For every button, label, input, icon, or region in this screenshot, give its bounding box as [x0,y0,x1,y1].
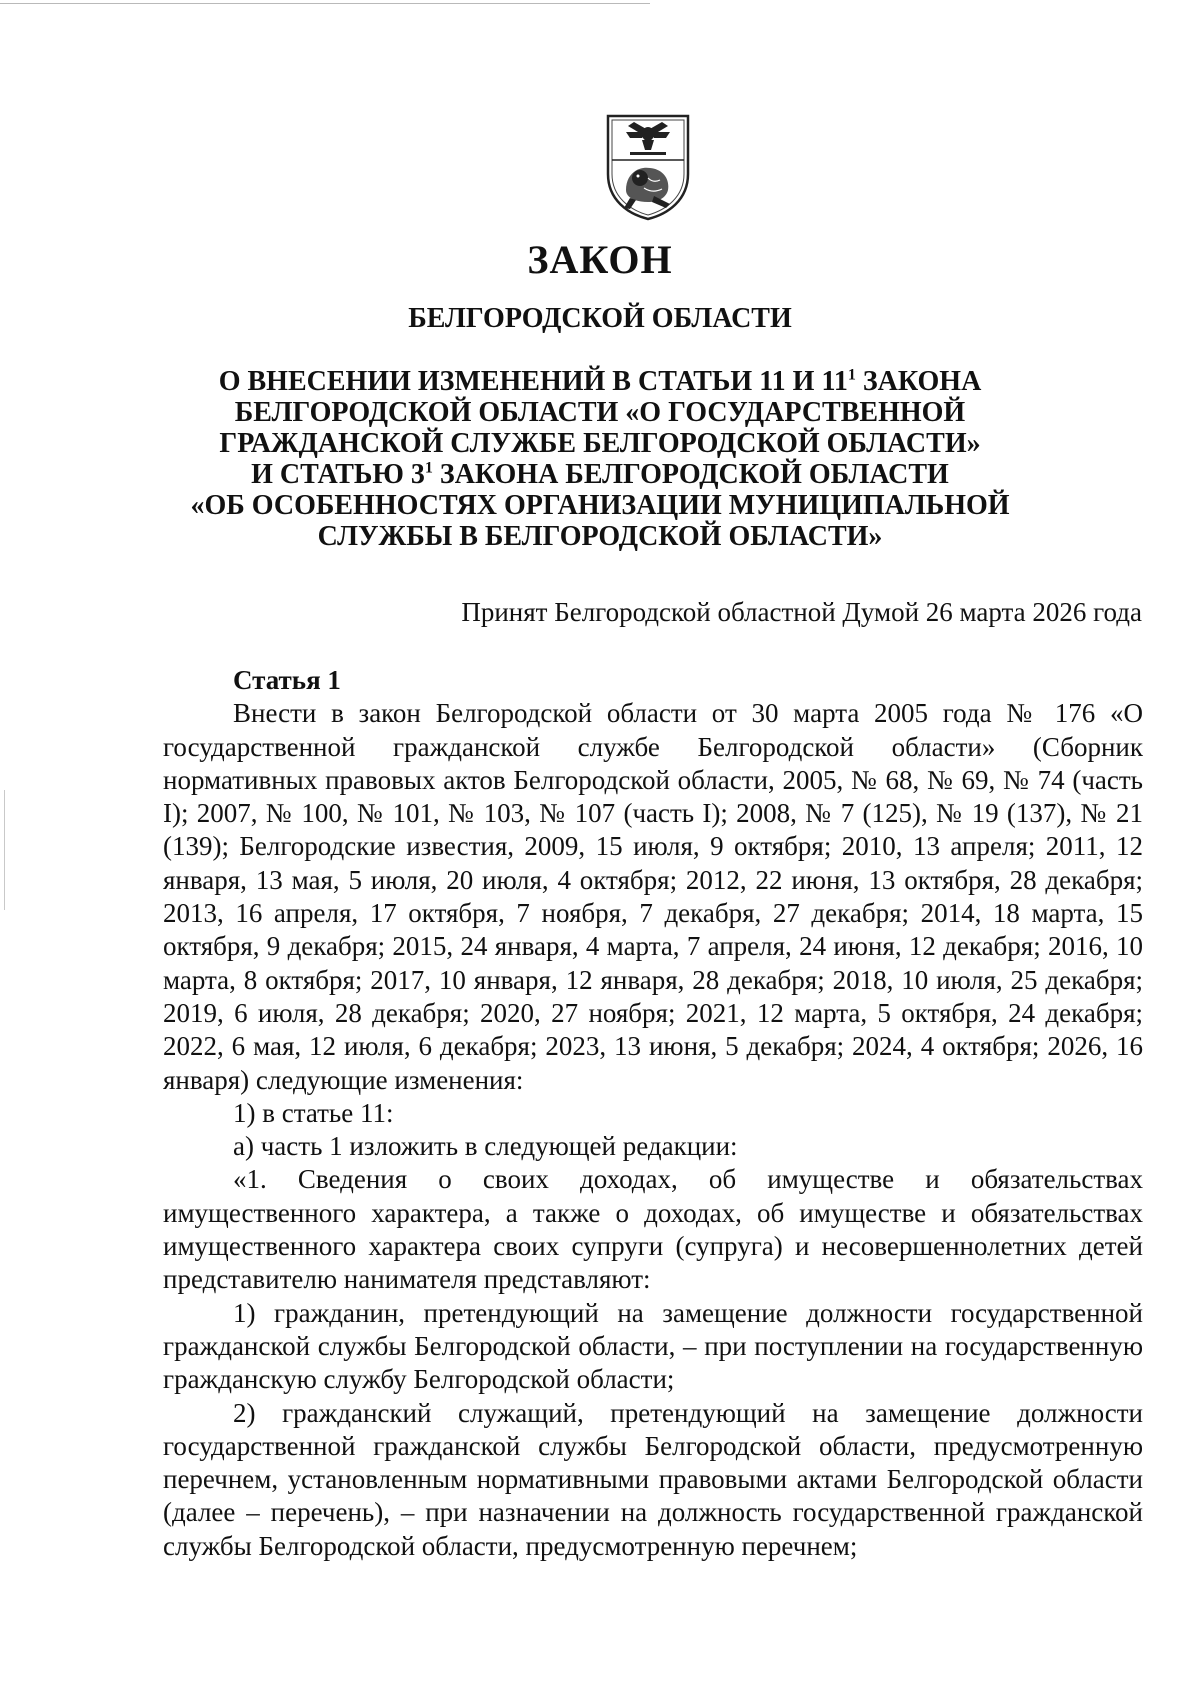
item-1: 1) в статье 11: [233,1097,394,1128]
quote-paragraph-1: «1. Сведения о своих доходах, об имуществе и обязательствах имущественного характера, а также о доходах, об имуществе и обязательствах имущественного характера своих супруги (супруга) и несовершеннолетних детей представителю нанимателя представляют: [163,1164,1143,1295]
coat-of-arms-icon [604,112,692,222]
article-heading: Статья 1 [233,665,341,695]
scan-artifact-left [4,790,5,910]
law-title-line-4: И СТАТЬЮ $3^1$ ЗАКОНА БЕЛГОРОДСКОЙ ОБЛАСТИ [251,459,949,490]
law-title-line-1: О ВНЕСЕНИИ ИЗМЕНЕНИЙ В СТАТЬИ 11 И $11^1$ ЗАКОНА [218,366,982,397]
document-subtitle: БЕЛГОРОДСКОЙ ОБЛАСТИ [408,303,792,334]
subitem-2: 2) гражданский служащий, претендующий на замещение должности государственной гражданской службы Белгородской области, предусмотренную перечнем, установленным нормативными правовыми актами Белгородской области (далее – перечень), – при назначении на должность государственной гражданской службы Белгородской области, предусмотренную перечнем; [163,1397,1143,1561]
article-intro-paragraph: Внести в закон Белгородской области от 30 марта 2005 года № 176 «О государственной гражданской службе Белгородской области» (Сборник нормативных правовых актов Белгородской области, 2005, № 68, № 69, № 74 (часть I); 2007, № 100, № 101, № 103, № 107 (часть I); 2008, № 7 (125), № 19 (137), № 21 (139); Белгородские известия, 2009, 15 июля, 9 октября; 2010, 13 апреля; 2011, 12 января, 13 мая, 5 июля, 20 июля, 4 октября; 2012, 22 июня, 13 октября, 28 декабря; 2013, 16 апреля, 17 октября, 7 ноября, 7 декабря, 27 декабря; 2014, 18 марта, 15 октября, 9 декабря; 2015, 24 января, 4 марта, 7 апреля, 24 июня, 12 декабря; 2016, 10 марта, 8 октября; 2017, 10 января, 12 января, 28 декабря; 2018, 10 июля, 25 декабря; 2019, 6 июля, 28 декабря; 2020, 27 ноября; 2021, 12 марта, 5 октября, 24 декабря; 2022, 6 мая, 12 июля, 6 декабря; 2023, 13 июня, 5 декабря; 2024, 4 октября; 2026, 16 января) следующие изменения: [163,698,1143,1095]
law-title-line-2: БЕЛГОРОДСКОЙ ОБЛАСТИ «О ГОСУДАРСТВЕННОЙ [234,397,966,428]
item-1a: а) часть 1 изложить в следующей редакции: [233,1131,738,1162]
law-title-line-5: «ОБ ОСОБЕННОСТЯХ ОРГАНИЗАЦИИ МУНИЦИПАЛЬНОЙ [190,490,1010,521]
scan-artifact-top [0,3,650,4]
document-title: ЗАКОН [527,237,673,282]
law-title [150,366,1050,552]
article-1 [163,664,1143,1563]
law-title-line-6: СЛУЖБЫ В БЕЛГОРОДСКОЙ ОБЛАСТИ» [317,521,883,552]
subitem-1: 1) гражданин, претендующий на замещение должности государственной гражданской службы Белгородской области, – при поступлении на государственную гражданскую службу Белгородской области; [163,1297,1143,1395]
law-title-line-3: ГРАЖДАНСКОЙ СЛУЖБЕ БЕЛГОРОДСКОЙ ОБЛАСТИ» [219,428,981,459]
adoption-note: Принят Белгородской областной Думой 26 марта 2026 года [461,597,1142,627]
